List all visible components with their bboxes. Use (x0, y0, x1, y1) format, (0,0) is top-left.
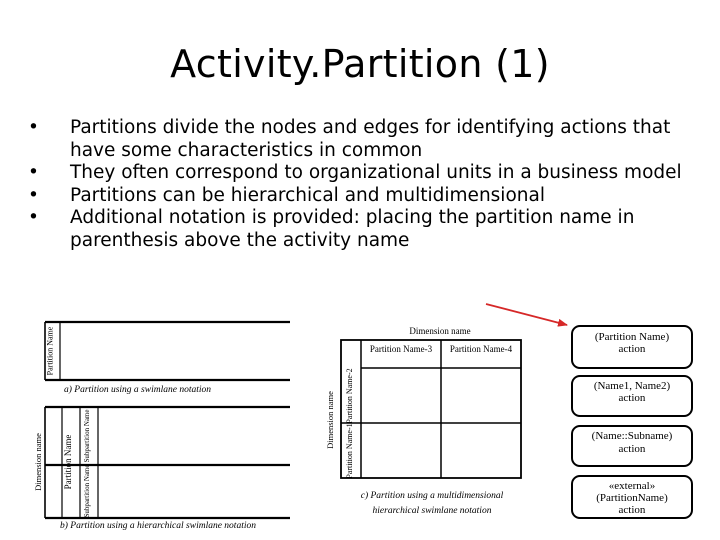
action-partition-name: (Name::Subname) (591, 430, 673, 442)
action-name: action (618, 392, 646, 404)
grid-dimension-side-label: Dimension name (325, 391, 335, 449)
hier-subpartition-top-label: Subpartition Name (83, 409, 91, 463)
bullet-dot-icon: • (28, 207, 39, 228)
bullet-dot-icon: • (28, 162, 39, 183)
grid-col1-label: Partition Name-3 (369, 344, 433, 354)
action-partition-name: (PartitionName) (596, 492, 668, 504)
bullet-text: Partitions can be hierarchical and multidimensional (70, 184, 545, 206)
action-stereotype: «external» (608, 480, 656, 492)
figure-c-caption-line2: hierarchical swimlane notation (372, 506, 492, 516)
grid-row1-label: Partition Name-2 (345, 368, 354, 424)
hier-partition-label: Partition Name (63, 434, 73, 490)
slide-title: Activity.Partition (1) (170, 42, 550, 86)
hier-dimension-label: Dimension name (33, 433, 43, 491)
action-name: action (618, 343, 646, 355)
figure-b-caption: b) Partition using a hierarchical swimlane notation (60, 521, 256, 531)
swimlane-partition-label: Partition Name (45, 326, 55, 376)
bullet-dot-icon: • (28, 184, 39, 206)
grid-row2-label: Partition Name-1 (345, 423, 354, 479)
bullet-text: They often correspond to organizational units in a business model (70, 162, 682, 183)
action-partition-name: (Partition Name) (594, 331, 670, 343)
grid-col2-label: Partition Name-4 (449, 344, 513, 354)
action-name: action (618, 504, 646, 516)
bullet-dot-icon: • (28, 117, 39, 138)
figure-b-hierarchical-swimlane (33, 407, 290, 531)
bullet-text: Partitions divide the nodes and edges for identifying actions that have some characteristics in common (70, 117, 671, 161)
bullet-text: Additional notation is provided: placing the partition name in parenthesis above the activity name (70, 207, 635, 251)
red-arrow-icon (486, 304, 567, 325)
figure-c-caption-line1: c) Partition using a multidimensional (360, 491, 504, 501)
action-name: action (618, 443, 646, 455)
grid-frame (341, 340, 521, 478)
grid-dimension-top-label: Dimension name (409, 326, 471, 336)
figure-c-multidimensional (325, 326, 521, 516)
figure-d-action-notation (572, 326, 692, 518)
action-partition-name: (Name1, Name2) (593, 380, 671, 392)
figure-a-caption: a) Partition using a swimlane notation (64, 385, 211, 395)
hier-subpartition-bottom-label: Subpartition Name (83, 464, 91, 518)
figure-a-swimlane (45, 322, 290, 395)
